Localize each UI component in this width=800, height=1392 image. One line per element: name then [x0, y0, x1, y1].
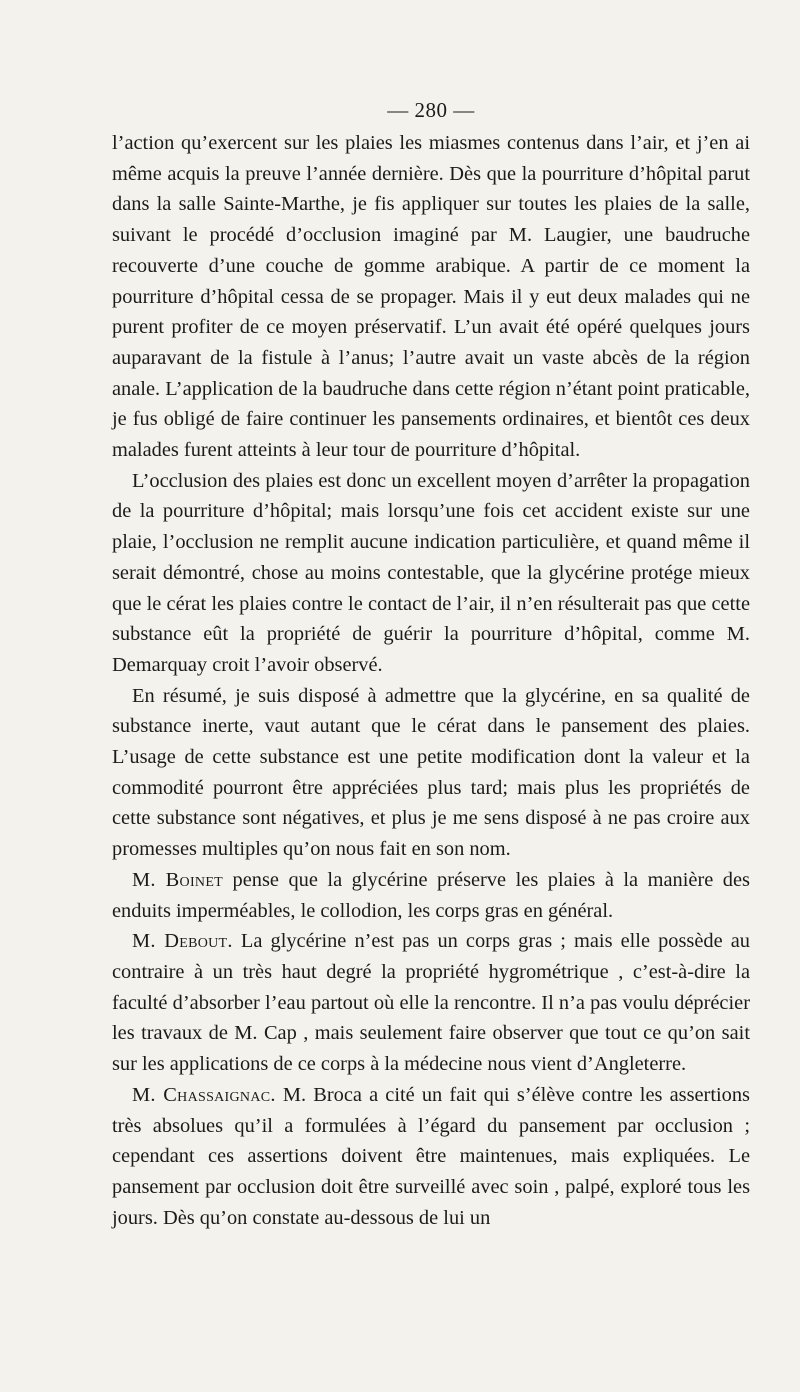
speaker-debout: M. Debout. [132, 930, 233, 953]
paragraph-occlusion-experience: l’action qu’exercent sur les plaies les miasmes contenus dans l’air, et j’en ai même acquis la preuve l’année dernière. Dès que la pourriture d’hôpital parut dans la salle Sainte-Marthe, je fis appliquer sur toutes les plaies de la salle, suivant le procédé d’occlusion imaginé par M. Laugier, une baudruche recouverte d’une couche de gomme arabique. A partir de ce moment la pourriture d’hôpital cessa de se propager. Mais il y eut deux malades qui ne purent profiter de ce moyen préservatif. L’un avait été opéré quelques jours auparavant de la fistule à l’anus; l’autre avait un vaste abcès de la région anale. L’application de la baudruche dans cette région n’étant point praticable, je fus obligé de faire continuer les pansements ordinaires, et bientôt ces deux malades furent atteints à leur tour de pourriture d’hôpital. [112, 132, 750, 462]
speaker-chassaignac: M. Chassaignac. [132, 1083, 276, 1106]
paragraph-debout [112, 926, 750, 1080]
speaker-boinet: M. Boinet [132, 868, 224, 891]
paragraph-occlusion-conclusion: L’occlusion des plaies est donc un excellent moyen d’arrêter la propagation de la pourriture d’hôpital; mais lorsqu’une fois cet accident existe sur une plaie, l’occlusion ne remplit aucune indication particulière, et quand même il serait démontré, chose au moins contestable, que la glycérine protége mieux que le cérat les plaies contre le contact de l’air, il n’en résulterait pas que cette substance eût la propriété de guérir la pourriture d’hôpital, comme M. Demarquay croit l’avoir observé. [112, 469, 750, 676]
paragraph-boinet [112, 865, 750, 926]
paragraph-chassaignac [112, 1080, 750, 1234]
document-page [112, 92, 750, 1233]
paragraph-boinet-text: pense que la glycérine préserve les plaies à la manière des enduits imperméables, le collodion, les corps gras en général. [112, 868, 750, 922]
paragraph-chassaignac-text: M. Broca a cité un fait qui s’élève contre les assertions très absolues qu’il a formulées à l’égard du pansement par occlusion ; cependant ces assertions doivent être maintenues, mais expliquées. Le pansement par occlusion doit être surveillé avec soin , palpé, exploré tous les jours. Dès qu’on constate au-dessous de lui un [112, 1083, 750, 1229]
paragraph-debout-text: La glycérine n’est pas un corps gras ; mais elle possède au contraire à un très haut degré la propriété hygrométrique , c’est-à-dire la faculté d’absorber l’eau partout où elle la rencontre. Il n’a pas voulu déprécier les travaux de M. Cap , mais seulement faire observer que tout ce qu’on sait sur les applications de ce corps à la médecine nous vient d’Angleterre. [112, 930, 751, 1076]
page-number: — 280 — [387, 98, 475, 122]
paragraph-summary: En résumé, je suis disposé à admettre que la glycérine, en sa qualité de substance inerte, vaut autant que le cérat dans le pansement des plaies. L’usage de cette substance est une petite modification dont la valeur et la commodité pourront être appréciées plus tard; mais plus les propriétés de cette substance sont négatives, et plus je me sens disposé à ne pas croire aux promesses multiples qu’on nous fait en son nom. [112, 684, 750, 861]
